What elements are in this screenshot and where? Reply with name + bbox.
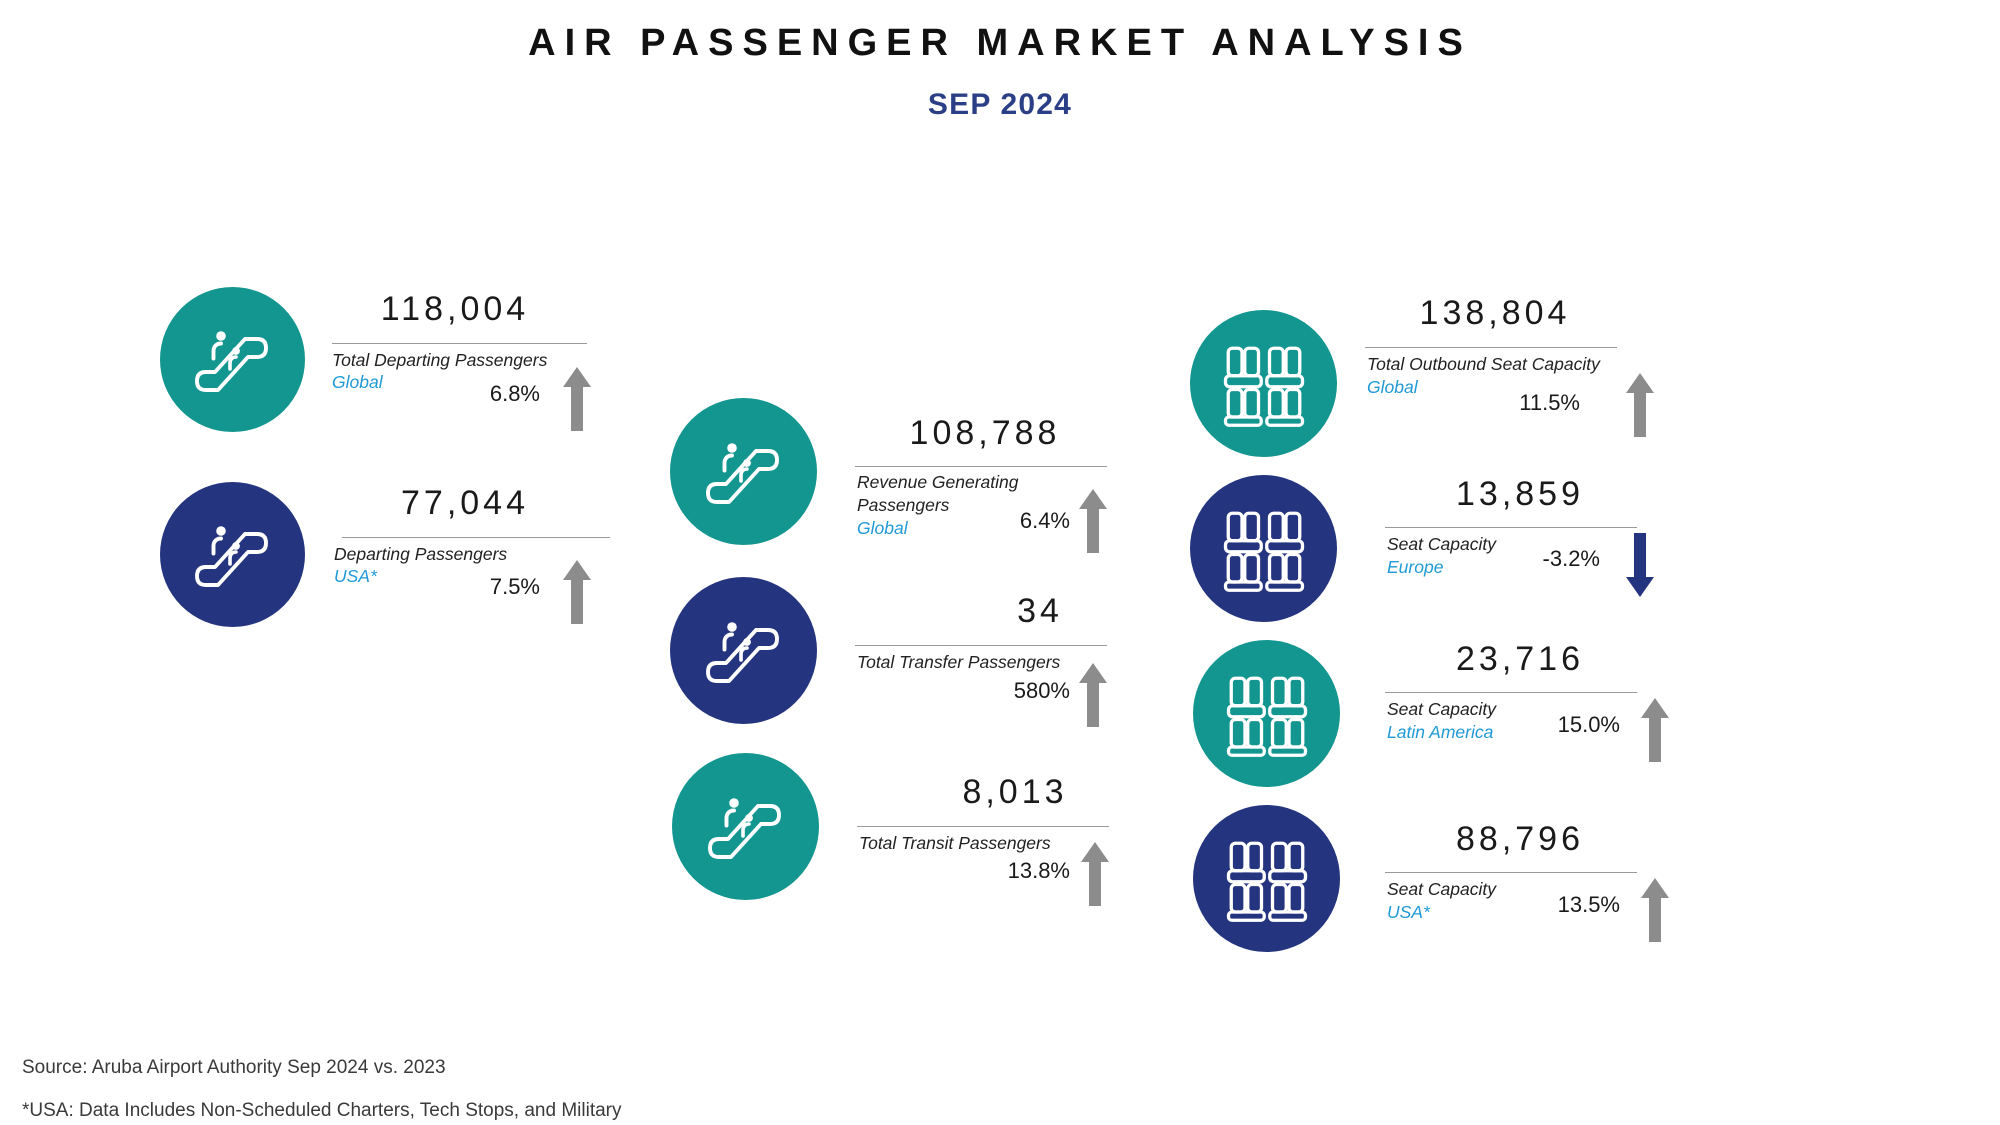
seats-icon — [1193, 805, 1340, 952]
metric-label: Total Transfer Passengers — [857, 652, 1061, 672]
page-title: AIR PASSENGER MARKET ANALYSIS — [528, 22, 1472, 64]
metric-label-line2: Passengers — [857, 495, 950, 515]
divider — [1365, 347, 1617, 348]
metric-value: 118,004 — [380, 290, 530, 328]
arrow-up-icon — [1625, 371, 1655, 444]
metric-region: USA* — [1387, 902, 1430, 922]
metric-label: Seat Capacity — [1387, 879, 1496, 899]
divider — [855, 466, 1107, 467]
escalator-icon — [160, 287, 305, 432]
escalator-icon — [160, 482, 305, 627]
page-subtitle: SEP 2024 — [927, 88, 1073, 121]
metric-label: Seat Capacity — [1387, 699, 1496, 719]
metric-value: 23,716 — [1456, 640, 1584, 678]
seats-icon — [1190, 475, 1337, 622]
arrow-down-icon — [1625, 531, 1655, 604]
source-note: Source: Aruba Airport Authority Sep 2024 vs. 2023 — [22, 1057, 446, 1078]
divider — [342, 537, 610, 538]
usa-footnote: *USA: Data Includes Non-Scheduled Charters, Tech Stops, and Military — [22, 1100, 622, 1121]
seats-icon — [1190, 310, 1337, 457]
metric-label: Seat Capacity — [1387, 534, 1496, 554]
arrow-up-icon — [1640, 876, 1670, 949]
escalator-icon — [670, 398, 817, 545]
metric-change: -3.2% — [1542, 546, 1600, 571]
metric-change: 580% — [1013, 678, 1070, 703]
metric-change: 13.8% — [1007, 858, 1070, 883]
metric-region: Global — [332, 372, 383, 392]
metric-value: 88,796 — [1456, 820, 1584, 858]
metric-label: Departing Passengers — [334, 544, 508, 564]
metric-region: Global — [857, 518, 908, 538]
metric-label: Total Outbound Seat Capacity — [1367, 354, 1600, 374]
metric-change: 15.0% — [1557, 712, 1620, 737]
escalator-icon — [670, 577, 817, 724]
divider — [857, 826, 1109, 827]
escalator-icon — [672, 753, 819, 900]
metric-value: 138,804 — [1419, 294, 1571, 332]
arrow-up-icon — [562, 558, 592, 631]
metric-value: 108,788 — [909, 414, 1061, 452]
arrow-up-icon — [1640, 696, 1670, 769]
metric-label: Total Transit Passengers — [859, 833, 1051, 853]
divider — [332, 343, 587, 344]
metric-change: 6.4% — [1019, 508, 1070, 533]
metric-change: 11.5% — [1519, 390, 1580, 415]
arrow-up-icon — [1080, 840, 1110, 913]
metric-region: Europe — [1387, 557, 1444, 577]
metric-change: 6.8% — [489, 381, 540, 406]
arrow-up-icon — [562, 365, 592, 438]
metric-value: 34 — [1017, 592, 1063, 630]
metric-region: Global — [1367, 377, 1418, 397]
divider — [1385, 692, 1637, 693]
metric-label: Total Departing Passengers — [332, 350, 548, 370]
divider — [1385, 527, 1637, 528]
metric-change: 13.5% — [1557, 892, 1620, 917]
metric-change: 7.5% — [489, 574, 540, 599]
arrow-up-icon — [1078, 487, 1108, 560]
divider — [1385, 872, 1637, 873]
metric-value: 77,044 — [401, 484, 529, 522]
divider — [855, 645, 1107, 646]
metric-value: 13,859 — [1456, 475, 1584, 513]
metric-region: USA* — [334, 566, 377, 586]
seats-icon — [1193, 640, 1340, 787]
metric-value: 8,013 — [962, 773, 1068, 811]
metric-region: Latin America — [1387, 722, 1494, 742]
arrow-up-icon — [1078, 661, 1108, 734]
metric-label-line1: Revenue Generating — [857, 472, 1019, 492]
